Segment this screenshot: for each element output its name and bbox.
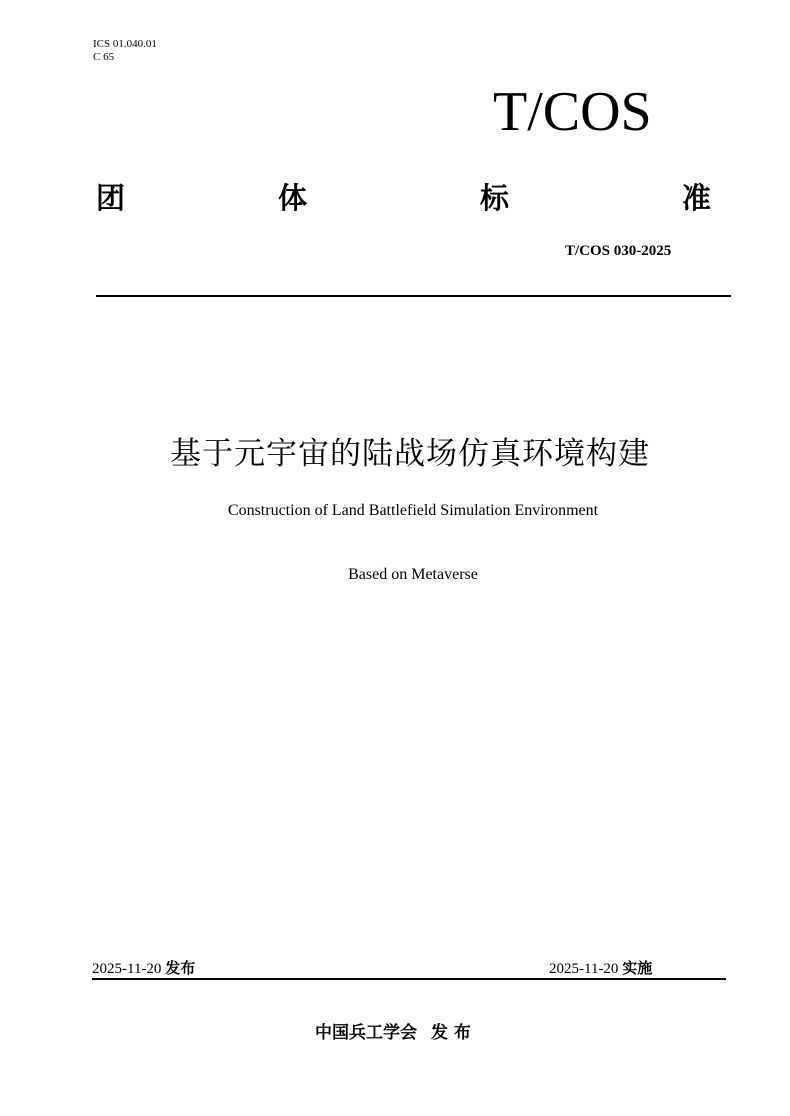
standard-type-char-2: 体 — [278, 181, 308, 215]
organization-code: T/COS — [493, 81, 652, 143]
implementation-date-value: 2025-11-20 — [549, 961, 619, 977]
chinese-title: 基于元宇宙的陆战场仿真环境构建 — [170, 436, 650, 472]
issuer — [315, 1018, 471, 1043]
bottom-divider — [92, 978, 726, 980]
english-title-line-1: Construction of Land Battlefield Simulation Environment — [227, 502, 599, 519]
standard-number: T/COS 030-2025 — [565, 243, 672, 259]
standard-type-char-4: 准 — [682, 181, 712, 215]
issuer-name: 中国兵工学会 — [315, 1023, 417, 1043]
ics-code — [93, 38, 157, 64]
publish-date-value: 2025-11-20 — [92, 961, 162, 977]
issuer-action: 发 布 — [431, 1023, 471, 1043]
standard-type-heading — [96, 178, 716, 218]
standard-type-char-3: 标 — [480, 181, 510, 215]
english-title-line-2: Based on Metaverse — [348, 566, 478, 583]
top-divider — [96, 295, 731, 297]
implementation-date — [549, 957, 652, 978]
ccs-number: C 65 — [93, 51, 115, 63]
implementation-label: 实施 — [622, 959, 653, 977]
standard-type-char-1: 团 — [96, 181, 126, 215]
publish-date — [92, 957, 195, 978]
publish-label: 发布 — [165, 959, 196, 977]
ics-number: ICS 01.040.01 — [93, 38, 157, 50]
